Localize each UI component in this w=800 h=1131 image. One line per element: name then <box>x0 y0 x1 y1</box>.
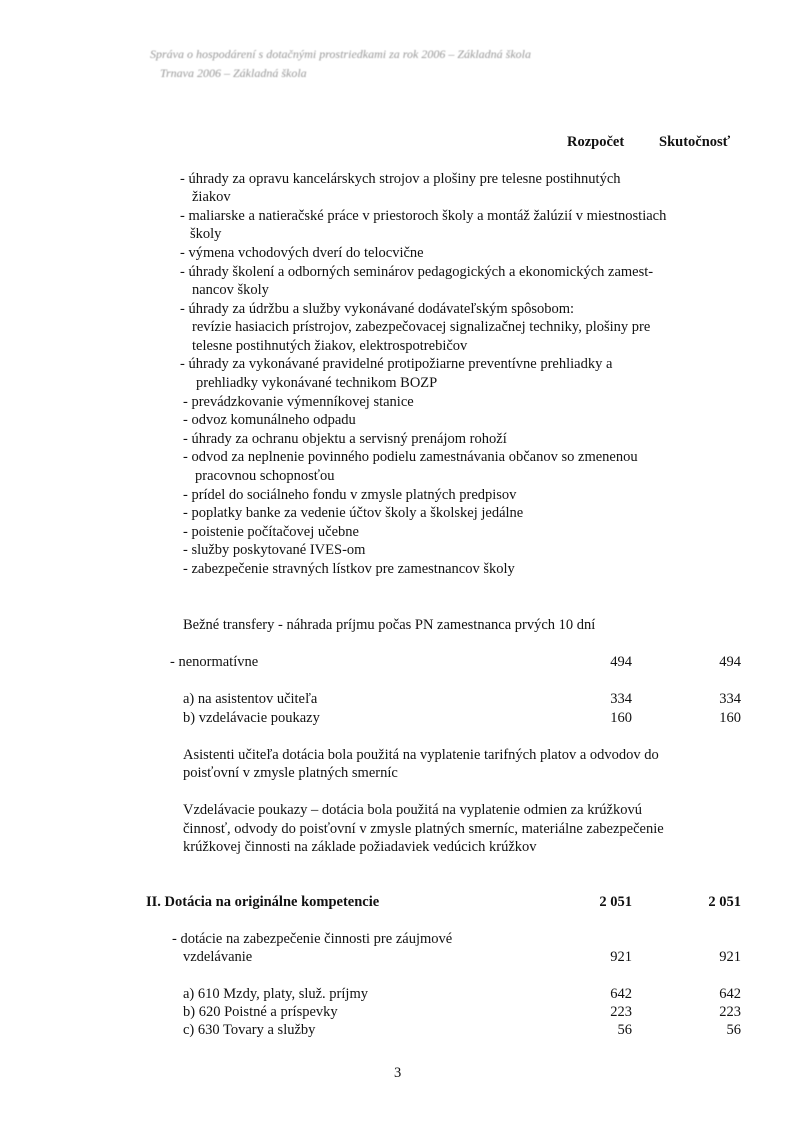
row-budget: 160 <box>610 710 632 726</box>
column-header-budget: Rozpočet <box>567 134 625 150</box>
bullet-line: - prevádzkovanie výmenníkovej stanice <box>183 394 414 410</box>
transfers-line: Bežné transfery - náhrada príjmu počas PN zamestnanca prvých 10 dní <box>183 617 596 633</box>
nonnormative-actual: 494 <box>719 654 741 670</box>
header-line-2: Trnava 2006 – Základná škola <box>160 66 307 80</box>
row-actual: 642 <box>719 986 741 1002</box>
bullet-line: - úhrady za údržbu a služby vykonávané dodávateľským spôsobom: <box>180 301 575 317</box>
row-label: a) na asistentov učiteľa <box>183 691 318 707</box>
bullet-line: - úhrady školení a odborných seminárov pedagogických a ekonomických zamest- <box>180 264 654 280</box>
section-2-actual: 2 051 <box>708 894 741 910</box>
page-header <box>150 45 650 83</box>
row-budget: 56 <box>617 1022 632 1038</box>
row-label: c) 630 Tovary a služby <box>183 1022 316 1038</box>
bullet-line: - odvod za neplnenie povinného podielu zamestnávania občanov so zmenenou <box>183 449 638 465</box>
row-budget: 334 <box>610 691 632 707</box>
assistants-note-line: poisťovní v zmysle platných smerníc <box>183 765 398 781</box>
column-header-actual: Skutočnosť <box>659 134 731 150</box>
bullet-line: revízie hasiacich prístrojov, zabezpečovacej signalizačnej techniky, plošiny pre <box>192 319 651 335</box>
bullet-line: - maliarske a natieračské práce v priestoroch školy a montáž žalúzií v miestnostiach <box>180 208 667 224</box>
bullet-line: - poistenie počítačovej učebne <box>183 524 359 540</box>
assistants-note-line: Asistenti učiteľa dotácia bola použitá na vyplatenie tarifných platov a odvodov do <box>183 747 659 763</box>
row-label: b) 620 Poistné a príspevky <box>183 1004 338 1020</box>
bullet-line: telesne postihnutých žiakov, elektrospotrebičov <box>192 338 468 354</box>
vouchers-note-line: Vzdelávacie poukazy – dotácia bola použitá na vyplatenie odmien za krúžkovú <box>183 802 642 818</box>
bullet-line: - poplatky banke za vedenie účtov školy a školskej jedálne <box>183 505 524 521</box>
nonnormative-budget: 494 <box>610 654 632 670</box>
row-actual: 56 <box>726 1022 741 1038</box>
row-actual: 334 <box>719 691 741 707</box>
interest-line-1: - dotácie na zabezpečenie činnosti pre záujmové <box>172 931 453 947</box>
interest-line-2: vzdelávanie <box>183 949 253 965</box>
bullet-line: školy <box>190 226 222 242</box>
interest-budget: 921 <box>610 949 632 965</box>
row-actual: 160 <box>719 710 741 726</box>
bullet-line: - odvoz komunálneho odpadu <box>183 412 356 428</box>
bullet-line: - úhrady za ochranu objektu a servisný prenájom rohoží <box>183 431 507 447</box>
bullet-line: - výmena vchodových dverí do telocvične <box>180 245 424 261</box>
section-2-budget: 2 051 <box>599 894 632 910</box>
bullet-line: - služby poskytované IVES-om <box>183 542 366 558</box>
bullet-line: žiakov <box>192 189 231 205</box>
interest-actual: 921 <box>719 949 741 965</box>
row-label: a) 610 Mzdy, platy, služ. príjmy <box>183 986 368 1002</box>
page-number: 3 <box>394 1065 402 1081</box>
bullet-line: - prídel do sociálneho fondu v zmysle platných predpisov <box>183 487 517 503</box>
vouchers-note-line: krúžkovej činnosti na základe požiadaviek vedúcich krúžkov <box>183 839 537 855</box>
bullet-line: pracovnou schopnosťou <box>195 468 335 484</box>
section-2-title: II. Dotácia na originálne kompetencie <box>146 894 380 910</box>
bullet-line: prehliadky vykonávané technikom BOZP <box>196 375 438 391</box>
row-budget: 223 <box>610 1004 632 1020</box>
vouchers-note-line: činnosť, odvody do poisťovní v zmysle platných smerníc, materiálne zabezpečenie <box>183 821 664 837</box>
nonnormative-label: - nenormatívne <box>170 654 259 670</box>
bullet-line: - úhrady za opravu kancelárskych strojov a plošiny pre telesne postihnutých <box>180 171 621 187</box>
row-budget: 642 <box>610 986 632 1002</box>
row-actual: 223 <box>719 1004 741 1020</box>
header-line-1: Správa o hospodárení s dotačnými prostriedkami za rok 2006 – Základná škola <box>150 47 531 61</box>
bullet-line: - zabezpečenie stravných lístkov pre zamestnancov školy <box>183 561 515 577</box>
bullet-line: - úhrady za vykonávané pravidelné protipožiarne preventívne prehliadky a <box>180 356 613 372</box>
row-label: b) vzdelávacie poukazy <box>183 710 320 726</box>
bullet-line: nancov školy <box>192 282 269 298</box>
